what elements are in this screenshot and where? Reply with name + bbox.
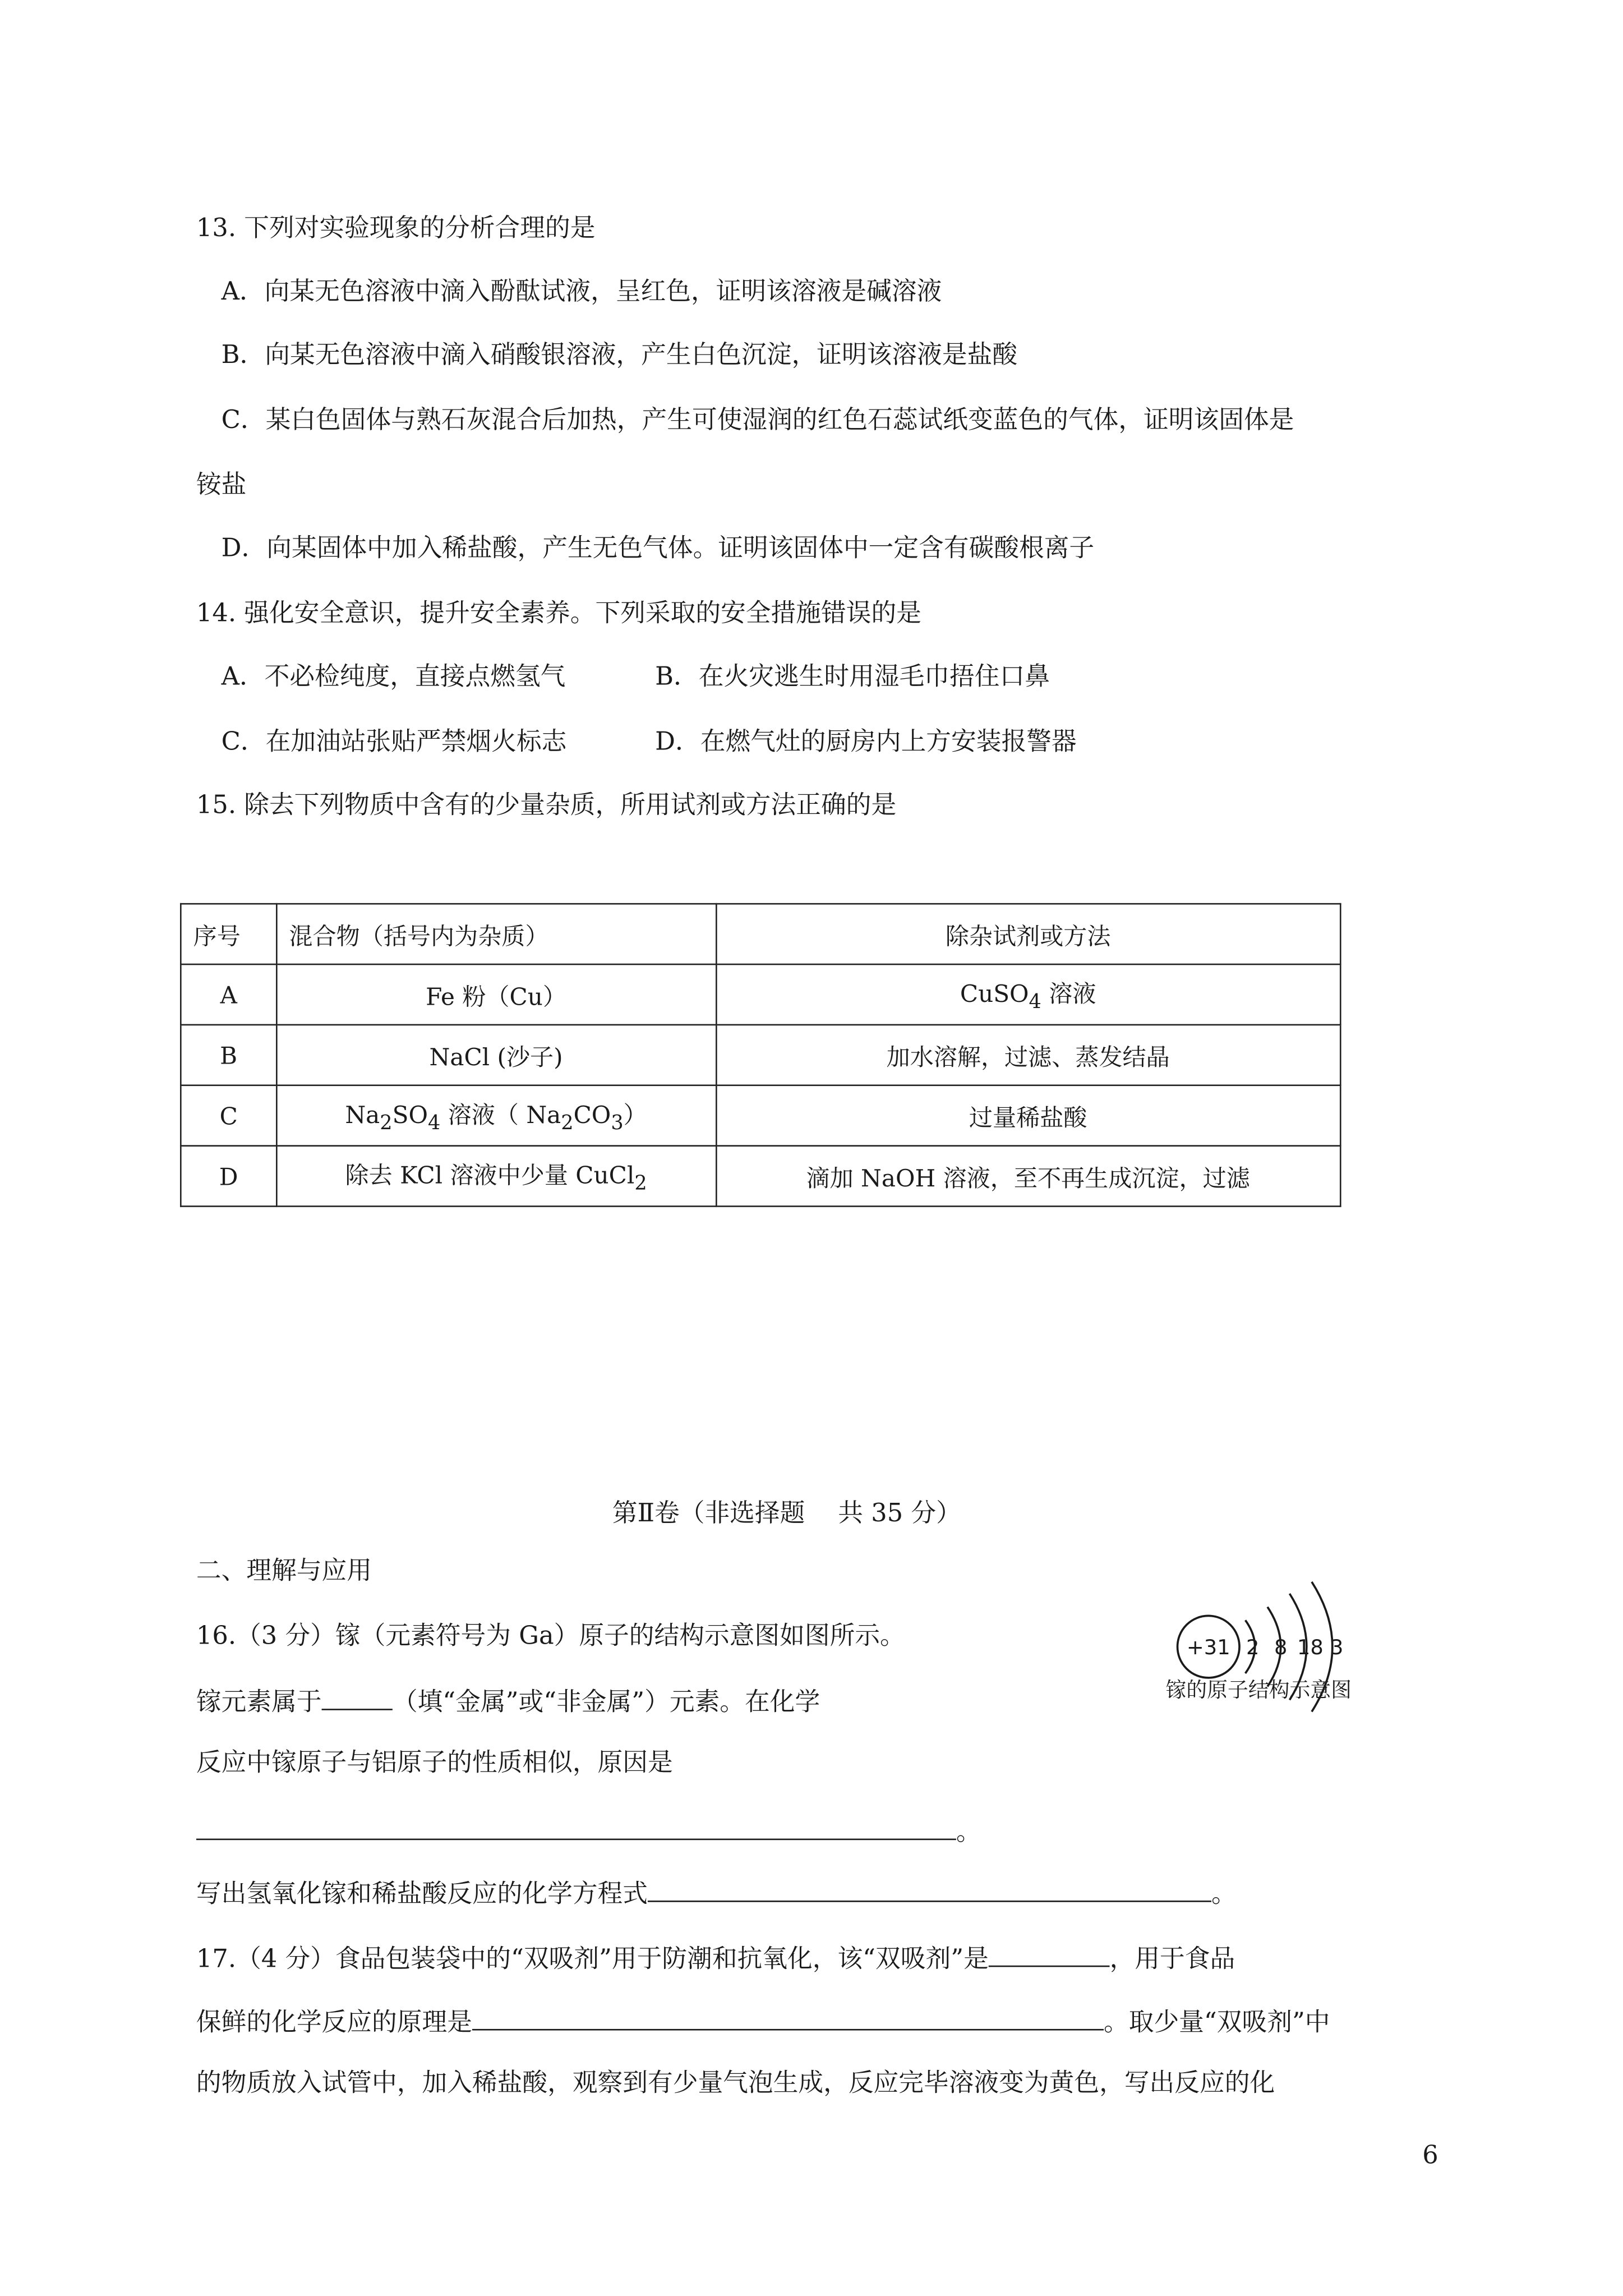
header-mixture: 混合物（括号内为杂质） (276, 904, 716, 964)
answer-blank[interactable] (322, 1682, 393, 1710)
q17-line1: 17.（4 分）食品包装袋中的“双吸剂”用于防潮和抗氧化，该“双吸剂”是 ，用于食品 (196, 1939, 1235, 1977)
section-title: 第Ⅱ卷（非选择题 共 35 分） (612, 1499, 961, 1529)
shell-count-2: 8 (1274, 1635, 1288, 1659)
row-mixture: $Na_2SO_4$ 溶液（ $Na_2CO_3$） (276, 1085, 716, 1146)
table-header-row (181, 904, 1340, 964)
table-row (181, 1025, 1340, 1085)
row-method: CuSO$_4$ 溶液 (716, 964, 1340, 1025)
nucleus-charge: +31 (1186, 1635, 1230, 1659)
q16-line2: 镓元素属于 （填“金属”或“非金属”）元素。在化学 (196, 1682, 820, 1720)
q16-line5: 写出氢氧化镓和稀盐酸反应的化学方程式 。 (196, 1874, 1237, 1912)
q16-line3: 反应中镓原子与铝原子的性质相似，原因是 (196, 1749, 673, 1778)
row-method: 滴加 NaOH 溶液，至不再生成沉淀，过滤 (716, 1146, 1340, 1207)
diagram-caption: 镓的原子结构示意图 (1165, 1679, 1352, 1703)
answer-blank[interactable] (472, 2003, 1104, 2031)
row-id: B (181, 1025, 276, 1085)
q16-line4: 。 (196, 1812, 981, 1850)
q15-stem: 15. 除去下列物质中含有的少量杂质，所用试剂或方法正确的是 (196, 790, 897, 821)
page-number: 6 (1422, 2141, 1438, 2171)
header-serial: 序号 (181, 904, 276, 964)
row-id: A (181, 964, 276, 1025)
row-mixture: Fe 粉（Cu） (276, 964, 716, 1025)
table-row (181, 1085, 1340, 1146)
q14-option-b: B．在火灾逃生时用湿毛巾捂住口鼻 (655, 662, 1050, 692)
shell-count-1: 2 (1246, 1635, 1260, 1659)
q13-option-a: A．向某无色溶液中滴入酚酞试液，呈红色，证明该溶液是碱溶液 (221, 277, 942, 307)
row-method: 过量稀盐酸 (716, 1085, 1340, 1146)
row-mixture: 除去 KCl 溶液中少量 CuCl$_2$ (276, 1146, 716, 1207)
q14-stem: 14. 强化安全意识，提升安全素养。下列采取的安全措施错误的是 (196, 599, 921, 629)
header-method: 除杂试剂或方法 (716, 904, 1340, 964)
q13-stem: 13. 下列对实验现象的分析合理的是 (196, 214, 596, 244)
q13-option-d: D．向某固体中加入稀盐酸，产生无色气体。证明该固体中一定含有碳酸根离子 (221, 534, 1095, 564)
q14-option-a: A．不必检纯度，直接点燃氢气 (221, 662, 566, 692)
shell-count-3: 18 (1297, 1635, 1324, 1659)
answer-blank[interactable] (989, 1939, 1110, 1967)
row-id: D (181, 1146, 276, 1207)
answer-blank[interactable] (648, 1874, 1211, 1902)
q13-option-b: B．向某无色溶液中滴入硝酸银溶液，产生白色沉淀，证明该溶液是盐酸 (221, 341, 1018, 371)
q16-line1: 16.（3 分）镓（元素符号为 Ga）原子的结构示意图如图所示。 (196, 1621, 905, 1651)
answer-blank[interactable] (196, 1812, 956, 1840)
table-row (181, 1146, 1340, 1207)
table-row (181, 964, 1340, 1025)
part-heading: 二、理解与应用 (196, 1557, 372, 1586)
row-id: C (181, 1085, 276, 1146)
shell-count-4: 3 (1330, 1635, 1344, 1659)
q17-line3: 的物质放入试管中，加入稀盐酸，观察到有少量气泡生成，反应完毕溶液变为黄色，写出反应的化 (196, 2068, 1275, 2099)
row-mixture: NaCl (沙子) (276, 1025, 716, 1085)
q14-option-d: D．在燃气灶的厨房内上方安装报警器 (655, 727, 1077, 757)
q14-option-c: C．在加油站张贴严禁烟火标志 (221, 727, 567, 757)
row-method: 加水溶解，过滤、蒸发结晶 (716, 1025, 1340, 1085)
impurity-table (180, 903, 1341, 1207)
q17-line2: 保鲜的化学反应的原理是 。取少量“双吸剂”中 (196, 2003, 1330, 2041)
q13-option-c-cont: 铵盐 (196, 471, 247, 500)
q13-option-c: C．某白色固体与熟石灰混合后加热，产生可使湿润的红色石蕊试纸变蓝色的气体，证明该固体是 (221, 406, 1294, 435)
